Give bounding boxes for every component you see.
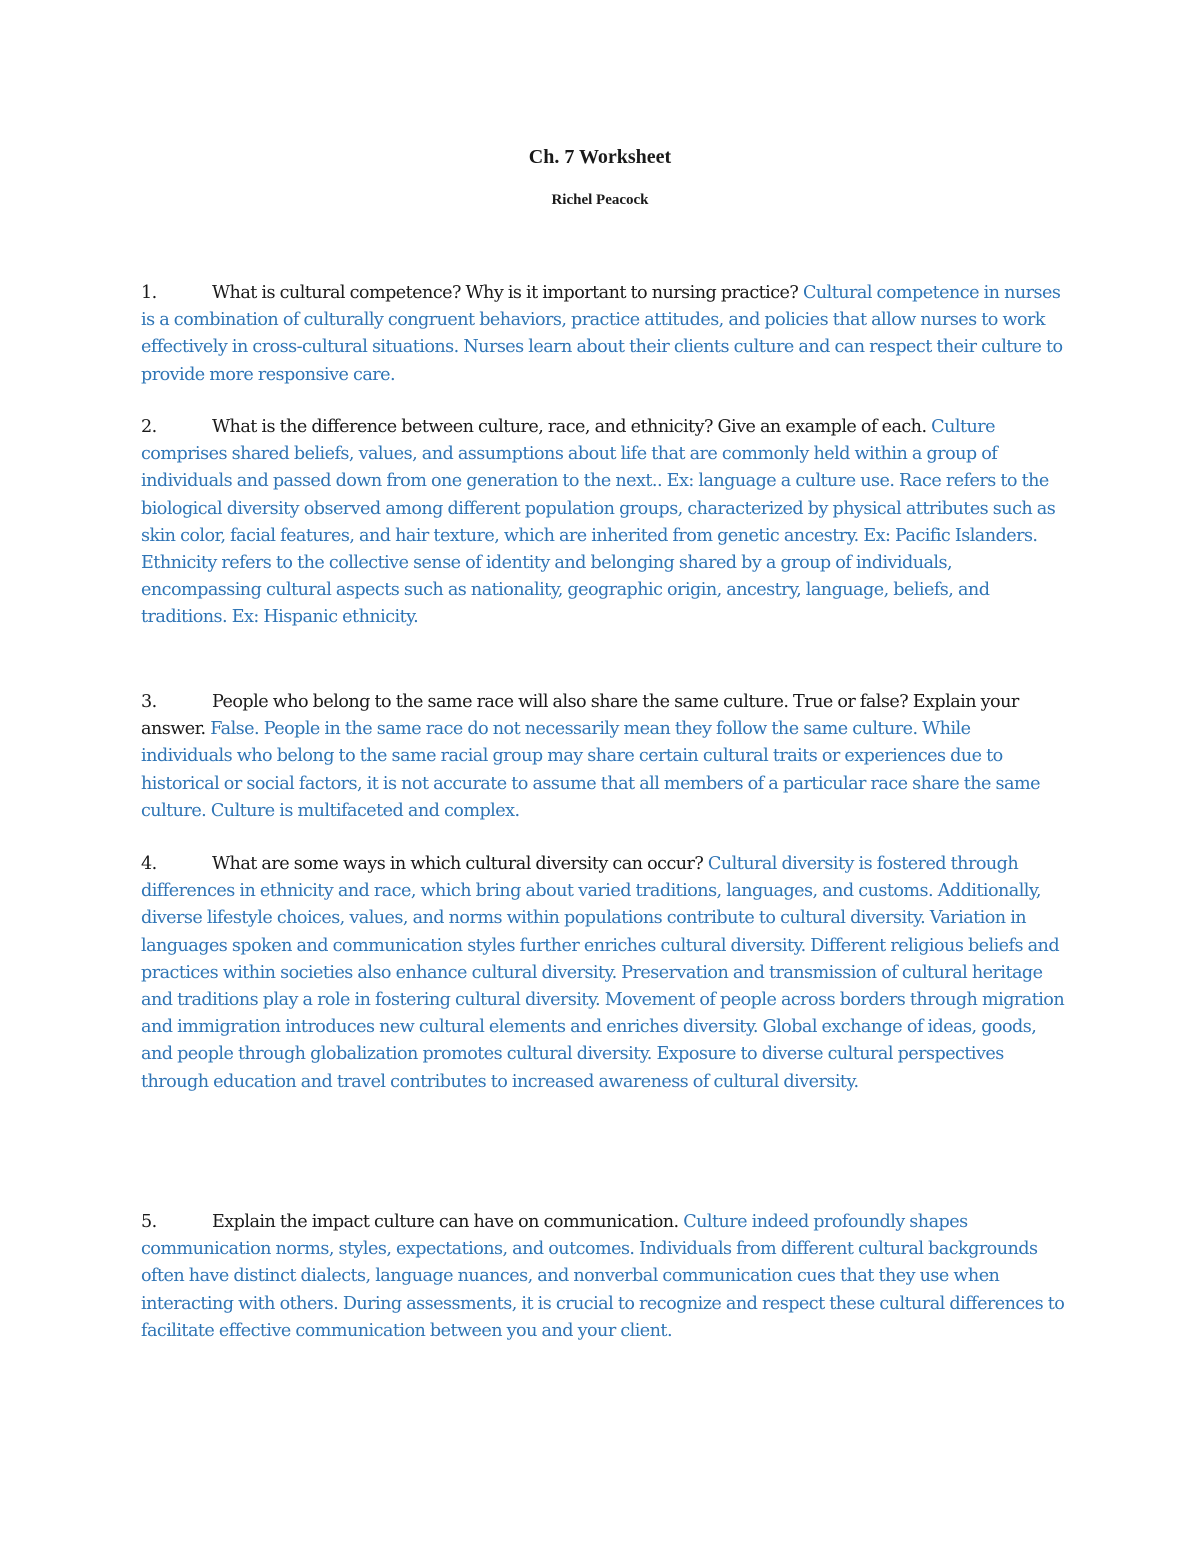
answer-text: Culture comprises shared beliefs, values, and assumptions about life that are commonly held within a group of individuals and passed down from one generation to the next.. Ex: language a culture use. Race refers to the biological diversity observed among different population groups, characterized by physical attributes such as skin color, facial features, and hair texture, which are inherited from genetic ancestry. Ex: Pacific Islanders. Ethnicity refers to the collective sense of identity and belonging shared by a group of individuals, encompassing cultural aspects such as nationality, geographic origin, ancestry, language, beliefs, and traditions. Ex: Hispanic ethnicity. [141, 417, 1056, 628]
question-text: What is cultural competence? Why is it important to nursing practice? [212, 283, 799, 303]
question-text: People who belong to the same race will also share the same culture. True or false? Explain your answer. [141, 692, 1019, 740]
question-text: What are some ways in which cultural diversity can occur? [212, 854, 704, 874]
author-name: Richel Peacock [551, 192, 649, 208]
question-number: 2. [141, 417, 157, 437]
question-block-1 [141, 280, 1066, 389]
question-block-3 [141, 689, 1066, 825]
question-number: 1. [141, 283, 157, 303]
question-block-4 [141, 851, 1066, 1096]
question-block-2 [141, 414, 1066, 632]
question-block-5 [141, 1209, 1066, 1345]
question-text: Explain the impact culture can have on communication. [212, 1212, 679, 1232]
answer-text: Culture indeed profoundly shapes communication norms, styles, expectations, and outcomes. Individuals from different cultural backgrounds often have distinct dialects, language nuances, and nonverbal communication cues that they use when interacting with others. During assessments, it is crucial to recognize and respect these cultural differences to facilitate effective communication between you and your client. [141, 1212, 1065, 1341]
question-number: 4. [141, 854, 157, 874]
question-text: What is the difference between culture, race, and ethnicity? Give an example of each. [212, 417, 927, 437]
page-title: Ch. 7 Worksheet [528, 146, 672, 168]
answer-text: Cultural competence in nurses is a combination of culturally congruent behaviors, practice attitudes, and policies that allow nurses to work effectively in cross-cultural situations. Nurses learn about their clients culture and can respect their culture to provide more responsive care. [141, 283, 1063, 385]
answer-text: Cultural diversity is fostered through differences in ethnicity and race, which bring about varied traditions, languages, and customs. Additionally, diverse lifestyle choices, values, and norms within populations contribute to cultural diversity. Variation in languages spoken and communication styles further enriches cultural diversity. Different religious beliefs and practices within societies also enhance cultural diversity. Preservation and transmission of cultural heritage and traditions play a role in fostering cultural diversity. Movement of people across borders through migration and immigration introduces new cultural elements and enriches diversity. Global exchange of ideas, goods, and people through globalization promotes cultural diversity. Exposure to diverse cultural perspectives through education and travel contributes to increased awareness of cultural diversity. [141, 854, 1065, 1092]
question-number: 5. [141, 1212, 157, 1232]
answer-text: False. People in the same race do not necessarily mean they follow the same culture. While individuals who belong to the same racial group may share certain cultural traits or experiences due to historical or social factors, it is not accurate to assume that all members of a particular race share the same culture. Culture is multifaceted and complex. [141, 719, 1040, 821]
question-number: 3. [141, 692, 157, 712]
